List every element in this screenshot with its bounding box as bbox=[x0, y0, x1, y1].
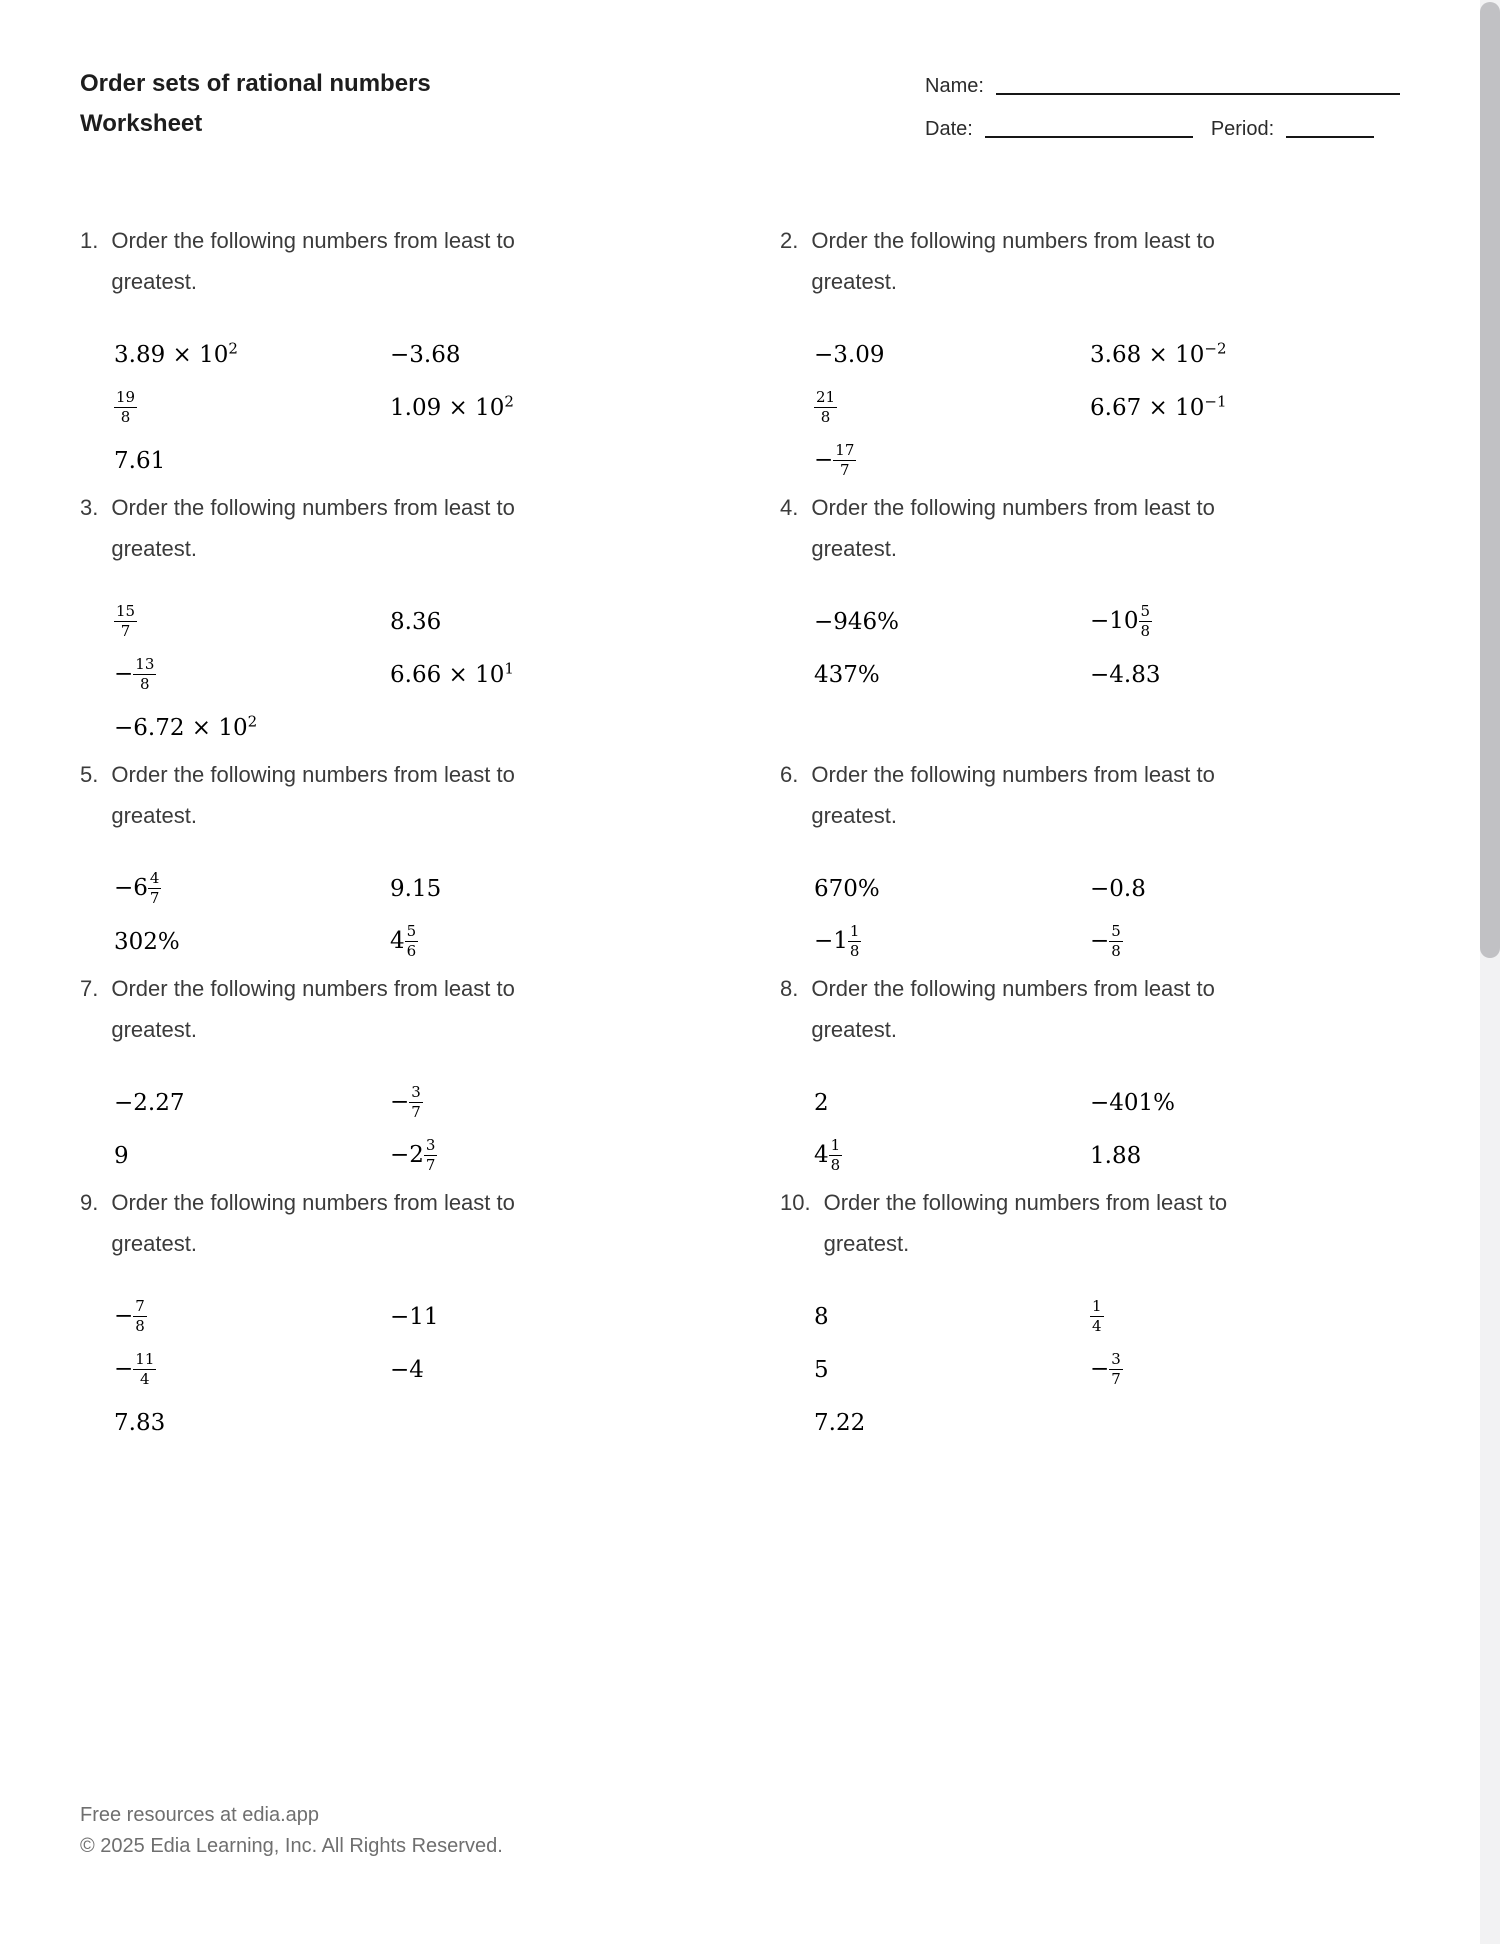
fraction-numerator: 3 bbox=[1111, 1350, 1121, 1369]
math-text: 6.67 × 10 bbox=[1090, 394, 1205, 421]
fraction-denominator: 4 bbox=[1092, 1317, 1102, 1335]
problem-heading bbox=[780, 968, 1400, 1050]
problem-3 bbox=[80, 487, 700, 754]
math-text: −2 bbox=[390, 1142, 424, 1169]
math-value bbox=[814, 442, 856, 479]
math-text: 5 bbox=[814, 1356, 829, 1383]
problem-4 bbox=[780, 487, 1400, 754]
math-value-cell bbox=[390, 381, 700, 434]
period-blank-line bbox=[1286, 136, 1374, 138]
superscript-exponent: 2 bbox=[247, 711, 258, 730]
math-value bbox=[814, 1137, 842, 1174]
fraction-denominator: 7 bbox=[1111, 1370, 1121, 1388]
math-text: −1 bbox=[814, 928, 848, 955]
instruction-line-1: Order the following numbers from least to bbox=[111, 495, 515, 520]
math-value-cell bbox=[1090, 648, 1400, 701]
title-line-2: Worksheet bbox=[80, 110, 203, 137]
problem-heading bbox=[80, 487, 700, 569]
math-text: −11 bbox=[390, 1303, 439, 1330]
math-value-cell bbox=[390, 1343, 700, 1396]
math-value bbox=[114, 1410, 165, 1436]
math-value-cell bbox=[114, 1396, 390, 1449]
problem-instruction bbox=[811, 754, 1215, 836]
math-text: −4 bbox=[390, 1356, 424, 1383]
instruction-line-2: greatest. bbox=[111, 803, 197, 828]
math-value bbox=[814, 1304, 829, 1330]
math-value-cell bbox=[390, 1129, 700, 1182]
math-value-cell bbox=[114, 381, 390, 434]
superscript-exponent: −2 bbox=[1204, 338, 1227, 357]
problem-values bbox=[780, 1076, 1400, 1182]
math-value-cell bbox=[114, 1343, 390, 1396]
fraction-denominator: 7 bbox=[411, 1103, 421, 1121]
instruction-line-2: greatest. bbox=[111, 269, 197, 294]
math-value-cell bbox=[390, 648, 700, 701]
instruction-line-1: Order the following numbers from least to bbox=[811, 762, 1215, 787]
fraction-numerator: 3 bbox=[425, 1136, 436, 1155]
math-text: 9.15 bbox=[390, 875, 442, 902]
fraction bbox=[114, 603, 137, 640]
math-value-cell bbox=[390, 915, 700, 968]
problem-1 bbox=[80, 220, 700, 487]
instruction-line-1: Order the following numbers from least to bbox=[111, 228, 515, 253]
superscript-exponent: −1 bbox=[1204, 391, 1227, 410]
fraction-numerator: 19 bbox=[116, 388, 136, 407]
math-value bbox=[390, 342, 460, 368]
name-blank-line bbox=[996, 93, 1400, 95]
problem-number: 1. bbox=[80, 228, 99, 253]
name-label: Name: bbox=[925, 75, 984, 97]
math-value-cell bbox=[814, 915, 1090, 968]
instruction-line-1: Order the following numbers from least to bbox=[111, 762, 515, 787]
math-value-cell bbox=[114, 595, 390, 648]
math-value bbox=[390, 1357, 424, 1383]
fraction-denominator: 7 bbox=[149, 889, 160, 907]
fraction-denominator: 7 bbox=[120, 622, 131, 640]
math-text: −6.72 × 10 bbox=[114, 714, 248, 741]
problem-number: 7. bbox=[80, 976, 99, 1001]
math-value-cell bbox=[1090, 915, 1400, 968]
math-value-cell bbox=[390, 328, 700, 381]
instruction-line-2: greatest. bbox=[823, 1231, 910, 1256]
fraction-denominator: 8 bbox=[120, 408, 131, 426]
instruction-line-2: greatest. bbox=[811, 269, 897, 294]
math-value bbox=[1090, 603, 1152, 640]
problem-heading bbox=[780, 220, 1400, 302]
problem-values bbox=[780, 595, 1400, 701]
scrollbar-track[interactable] bbox=[1480, 0, 1500, 1944]
fraction-denominator: 4 bbox=[140, 1370, 150, 1388]
math-value bbox=[390, 923, 418, 960]
problem-instruction bbox=[811, 968, 1215, 1050]
math-value-cell bbox=[1090, 595, 1400, 648]
fraction bbox=[133, 1298, 147, 1335]
math-value-cell bbox=[814, 381, 1090, 434]
math-value bbox=[814, 923, 861, 960]
problem-number: 2. bbox=[780, 228, 799, 253]
math-text: 8 bbox=[814, 1303, 829, 1330]
problem-number: 3. bbox=[80, 495, 99, 520]
math-value bbox=[114, 656, 156, 693]
math-value bbox=[814, 1357, 829, 1383]
problem-instruction bbox=[111, 487, 515, 569]
fraction-numerator: 3 bbox=[411, 1083, 421, 1102]
instruction-line-1: Order the following numbers from least to bbox=[111, 976, 515, 1001]
math-value-cell bbox=[114, 648, 390, 701]
math-value-cell bbox=[1090, 1290, 1400, 1343]
math-text: −4.83 bbox=[1090, 661, 1161, 688]
math-value bbox=[114, 389, 137, 426]
problems-grid bbox=[0, 220, 1480, 1449]
math-value bbox=[390, 876, 441, 902]
math-value bbox=[390, 1137, 437, 1174]
fraction-denominator: 8 bbox=[140, 675, 150, 693]
math-text: 437% bbox=[814, 661, 880, 688]
fraction-numerator: 5 bbox=[406, 922, 417, 941]
math-value-cell bbox=[814, 328, 1090, 381]
instruction-line-1: Order the following numbers from least to bbox=[111, 1190, 515, 1215]
problem-heading bbox=[780, 754, 1400, 836]
fraction-numerator: 11 bbox=[135, 1350, 155, 1369]
fraction bbox=[424, 1137, 438, 1174]
instruction-line-2: greatest. bbox=[811, 536, 897, 561]
superscript-exponent: 2 bbox=[504, 391, 514, 410]
fraction-denominator: 8 bbox=[820, 408, 831, 426]
fraction-numerator: 1 bbox=[1092, 1297, 1102, 1316]
fraction bbox=[1139, 603, 1153, 640]
math-value bbox=[814, 1410, 865, 1436]
page-title bbox=[80, 64, 431, 144]
fraction-denominator: 8 bbox=[1140, 622, 1151, 640]
math-value-cell bbox=[1090, 862, 1400, 915]
fraction-numerator: 7 bbox=[135, 1297, 145, 1316]
math-text: −3.68 bbox=[390, 341, 461, 368]
math-value bbox=[390, 1084, 423, 1121]
problem-values bbox=[80, 1290, 700, 1449]
problem-instruction bbox=[111, 754, 515, 836]
math-value bbox=[1090, 1298, 1104, 1335]
math-value-cell bbox=[114, 862, 390, 915]
math-text: 7.83 bbox=[114, 1409, 166, 1436]
math-value-cell bbox=[114, 701, 390, 754]
math-text: 3.89 × 10 bbox=[114, 341, 229, 368]
math-value-cell bbox=[114, 1129, 390, 1182]
fraction-numerator: 1 bbox=[830, 1136, 841, 1155]
instruction-line-2: greatest. bbox=[811, 1017, 897, 1042]
fraction bbox=[405, 923, 419, 960]
math-value-cell bbox=[814, 1343, 1090, 1396]
name-field-row bbox=[925, 74, 1400, 98]
math-text: 670% bbox=[814, 875, 880, 902]
fraction bbox=[1090, 1298, 1104, 1335]
math-value-cell bbox=[390, 595, 700, 648]
math-text: −2.27 bbox=[114, 1089, 185, 1116]
fraction bbox=[829, 1137, 843, 1174]
math-text: 8.36 bbox=[390, 608, 442, 635]
math-value bbox=[1090, 391, 1227, 421]
math-value bbox=[1090, 1351, 1123, 1388]
fraction bbox=[848, 923, 862, 960]
math-value bbox=[390, 658, 514, 688]
problem-heading bbox=[80, 220, 700, 302]
fraction bbox=[148, 870, 162, 907]
math-text: −6 bbox=[114, 875, 148, 902]
math-value-cell bbox=[114, 915, 390, 968]
fraction-denominator: 8 bbox=[135, 1317, 145, 1335]
problem-number: 8. bbox=[780, 976, 799, 1001]
fraction-denominator: 6 bbox=[406, 942, 417, 960]
fraction-numerator: 21 bbox=[816, 388, 836, 407]
superscript-exponent: 1 bbox=[504, 658, 514, 677]
worksheet-header bbox=[0, 0, 1480, 144]
problem-heading bbox=[80, 1182, 700, 1264]
math-value bbox=[114, 1090, 184, 1116]
problem-9 bbox=[80, 1182, 700, 1449]
problem-number: 6. bbox=[780, 762, 799, 787]
problem-2 bbox=[780, 220, 1400, 487]
problem-5 bbox=[80, 754, 700, 968]
date-period-field-row bbox=[925, 117, 1400, 141]
math-text: 4 bbox=[390, 928, 405, 955]
math-text: − bbox=[114, 1356, 134, 1383]
math-text: − bbox=[1090, 1356, 1110, 1383]
problem-7 bbox=[80, 968, 700, 1182]
math-text: 4 bbox=[814, 1142, 829, 1169]
fraction-numerator: 13 bbox=[135, 655, 155, 674]
math-value-cell bbox=[114, 328, 390, 381]
fraction-numerator: 4 bbox=[149, 869, 160, 888]
fraction-numerator: 5 bbox=[1111, 922, 1121, 941]
math-value-cell bbox=[114, 1290, 390, 1343]
math-value-cell bbox=[114, 434, 390, 487]
instruction-line-2: greatest. bbox=[111, 536, 197, 561]
problem-values bbox=[80, 328, 700, 487]
problem-instruction bbox=[111, 220, 515, 302]
math-text: 2 bbox=[814, 1089, 829, 1116]
instruction-line-1: Order the following numbers from least to bbox=[811, 976, 1215, 1001]
fraction bbox=[1109, 1351, 1123, 1388]
instruction-line-1: Order the following numbers from least to bbox=[811, 495, 1215, 520]
problem-8 bbox=[780, 968, 1400, 1182]
problem-instruction bbox=[111, 968, 515, 1050]
math-value bbox=[390, 391, 514, 421]
math-value-cell bbox=[814, 862, 1090, 915]
math-text: − bbox=[814, 447, 834, 474]
math-value-cell bbox=[1090, 1343, 1400, 1396]
math-text: 3.68 × 10 bbox=[1090, 341, 1205, 368]
problem-instruction bbox=[111, 1182, 515, 1264]
math-value bbox=[814, 389, 837, 426]
math-text: 9 bbox=[114, 1142, 129, 1169]
superscript-exponent: 2 bbox=[228, 338, 238, 357]
instruction-line-2: greatest. bbox=[111, 1231, 197, 1256]
math-text: −3.09 bbox=[814, 341, 885, 368]
math-value-cell bbox=[814, 1129, 1090, 1182]
problem-values bbox=[780, 1290, 1400, 1449]
problem-values bbox=[780, 862, 1400, 968]
math-value bbox=[1090, 1090, 1175, 1116]
fraction bbox=[814, 389, 837, 426]
math-text: − bbox=[1090, 928, 1110, 955]
math-value bbox=[114, 338, 238, 368]
date-label: Date: bbox=[925, 118, 973, 140]
fraction bbox=[409, 1084, 423, 1121]
instruction-line-1: Order the following numbers from least to bbox=[823, 1190, 1228, 1215]
fraction-denominator: 8 bbox=[830, 1156, 841, 1174]
problem-6 bbox=[780, 754, 1400, 968]
math-value bbox=[1090, 338, 1227, 368]
math-value-cell bbox=[814, 648, 1090, 701]
math-value bbox=[114, 870, 161, 907]
fraction bbox=[133, 656, 156, 693]
math-value-cell bbox=[390, 862, 700, 915]
fraction bbox=[114, 389, 137, 426]
problem-values bbox=[80, 1076, 700, 1182]
math-value bbox=[1090, 923, 1123, 960]
math-value-cell bbox=[1090, 381, 1400, 434]
math-value-cell bbox=[390, 1290, 700, 1343]
math-text: − bbox=[114, 1303, 134, 1330]
math-value-cell bbox=[114, 1076, 390, 1129]
math-value bbox=[114, 929, 180, 955]
fraction-denominator: 7 bbox=[840, 461, 850, 479]
student-fields bbox=[925, 64, 1400, 144]
math-value bbox=[114, 448, 165, 474]
math-value-cell bbox=[814, 1396, 1090, 1449]
problem-heading bbox=[780, 1182, 1400, 1264]
math-value bbox=[814, 342, 884, 368]
math-text: − bbox=[390, 1089, 410, 1116]
problem-heading bbox=[780, 487, 1400, 569]
problem-number: 4. bbox=[780, 495, 799, 520]
math-value bbox=[114, 1143, 129, 1169]
fraction-denominator: 8 bbox=[1111, 942, 1121, 960]
page-footer bbox=[80, 1800, 503, 1862]
problem-heading bbox=[80, 754, 700, 836]
math-value bbox=[814, 662, 880, 688]
math-value bbox=[1090, 1143, 1141, 1169]
problem-values bbox=[80, 595, 700, 754]
math-value bbox=[814, 1090, 829, 1116]
math-text: 6.66 × 10 bbox=[390, 661, 505, 688]
problem-instruction bbox=[824, 1182, 1228, 1264]
math-value bbox=[1090, 876, 1146, 902]
footer-resources-text: Free resources at edia.app bbox=[80, 1804, 320, 1826]
math-text: 7.22 bbox=[814, 1409, 866, 1436]
problem-10 bbox=[780, 1182, 1400, 1449]
math-value-cell bbox=[814, 1076, 1090, 1129]
problem-number: 5. bbox=[80, 762, 99, 787]
fraction-numerator: 1 bbox=[849, 922, 860, 941]
math-value-cell bbox=[814, 595, 1090, 648]
math-value bbox=[390, 1304, 439, 1330]
math-text: −401% bbox=[1090, 1089, 1176, 1116]
math-value bbox=[114, 1298, 147, 1335]
scrollbar-thumb[interactable] bbox=[1480, 2, 1500, 958]
problem-number: 9. bbox=[80, 1190, 99, 1215]
math-text: −946% bbox=[814, 608, 900, 635]
fraction bbox=[833, 442, 856, 479]
math-value bbox=[1090, 662, 1160, 688]
period-label: Period: bbox=[1210, 118, 1275, 140]
problem-number: 10. bbox=[780, 1190, 811, 1215]
math-value-cell bbox=[814, 1290, 1090, 1343]
problem-values bbox=[80, 862, 700, 968]
math-text: 1.09 × 10 bbox=[390, 394, 505, 421]
math-text: 302% bbox=[114, 928, 180, 955]
problem-instruction bbox=[811, 220, 1215, 302]
math-value-cell bbox=[1090, 328, 1400, 381]
math-value-cell bbox=[390, 1076, 700, 1129]
footer-copyright-text: © 2025 Edia Learning, Inc. All Rights Reserved. bbox=[80, 1835, 503, 1857]
math-value-cell bbox=[1090, 1076, 1400, 1129]
problem-heading bbox=[80, 968, 700, 1050]
math-value bbox=[814, 609, 899, 635]
instruction-line-1: Order the following numbers from least to bbox=[811, 228, 1215, 253]
math-text: − bbox=[114, 661, 134, 688]
math-text: 7.61 bbox=[114, 447, 166, 474]
math-value bbox=[114, 603, 137, 640]
instruction-line-2: greatest. bbox=[111, 1017, 197, 1042]
problem-instruction bbox=[811, 487, 1215, 569]
math-value-cell bbox=[814, 434, 1090, 487]
math-value-cell bbox=[1090, 1129, 1400, 1182]
fraction-denominator: 8 bbox=[849, 942, 860, 960]
math-text: −0.8 bbox=[1090, 875, 1146, 902]
math-value bbox=[390, 609, 441, 635]
date-blank-line bbox=[985, 136, 1193, 138]
fraction-numerator: 17 bbox=[835, 441, 855, 460]
fraction-numerator: 5 bbox=[1140, 602, 1151, 621]
fraction-numerator: 15 bbox=[116, 602, 136, 621]
math-value bbox=[814, 876, 880, 902]
math-value bbox=[114, 711, 258, 741]
math-value bbox=[114, 1351, 156, 1388]
math-text: 1.88 bbox=[1090, 1142, 1142, 1169]
problem-values bbox=[780, 328, 1400, 487]
fraction-denominator: 7 bbox=[425, 1156, 436, 1174]
fraction bbox=[1109, 923, 1123, 960]
title-line-1: Order sets of rational numbers bbox=[80, 70, 431, 97]
instruction-line-2: greatest. bbox=[811, 803, 897, 828]
math-text: −10 bbox=[1090, 608, 1139, 635]
fraction bbox=[133, 1351, 156, 1388]
